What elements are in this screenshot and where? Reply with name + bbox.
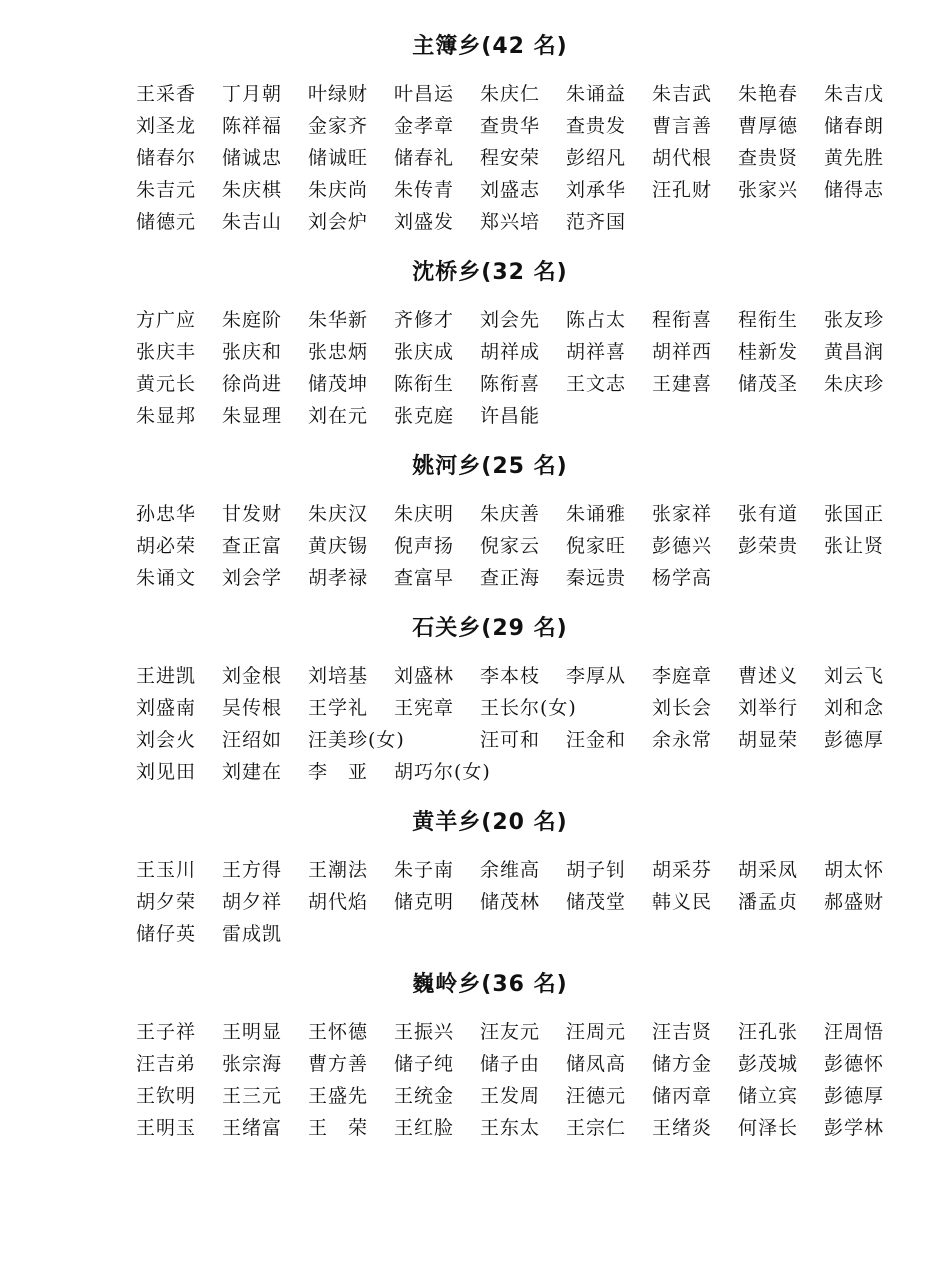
name-list xyxy=(136,78,950,238)
person-name: 彭绍凡 xyxy=(566,147,627,169)
person-name: 王方得 xyxy=(222,859,283,881)
person-name: 储春礼 xyxy=(394,147,455,169)
person-name: 范齐国 xyxy=(566,211,627,233)
person-name: 张庆成 xyxy=(394,341,455,363)
person-name: 王采香 xyxy=(136,83,197,105)
person-name: 朱诵雅 xyxy=(566,503,627,525)
person-name: 朱庆汉 xyxy=(308,503,369,525)
person-name: 刘建在 xyxy=(222,761,283,783)
person-name: 王东太 xyxy=(480,1117,541,1139)
person-name: 张家兴 xyxy=(738,179,799,201)
person-name: 储立宾 xyxy=(738,1085,799,1107)
person-name: 储子由 xyxy=(480,1053,541,1075)
person-name: 倪家云 xyxy=(480,535,541,557)
person-name: 储茂坤 xyxy=(308,373,369,395)
section-title: 石关乡(29 名) xyxy=(412,616,568,641)
name-list xyxy=(136,854,950,950)
person-name: 王盛先 xyxy=(308,1085,369,1107)
person-name: 李 亚 xyxy=(308,761,369,783)
person-name: 朱华新 xyxy=(308,309,369,331)
person-name: 许昌能 xyxy=(480,405,541,427)
person-name: 曹述义 xyxy=(738,665,799,687)
person-name: 张友珍 xyxy=(824,309,885,331)
person-name: 查正海 xyxy=(480,567,541,589)
person-name: 王文志 xyxy=(566,373,627,395)
section-title: 黄羊乡(20 名) xyxy=(412,810,568,835)
person-name: 胡孝禄 xyxy=(308,567,369,589)
person-name: 彭德兴 xyxy=(652,535,713,557)
person-name: 朱庭阶 xyxy=(222,309,283,331)
person-name: 王长尔(女) xyxy=(480,697,577,719)
person-name: 刘承华 xyxy=(566,179,627,201)
person-name: 黄元长 xyxy=(136,373,197,395)
person-name: 胡代根 xyxy=(652,147,713,169)
person-name: 王绪富 xyxy=(222,1117,283,1139)
person-name: 储春尔 xyxy=(136,147,197,169)
person-name: 汪孔张 xyxy=(738,1021,799,1043)
person-name: 刘举行 xyxy=(738,697,799,719)
person-name: 刘见田 xyxy=(136,761,197,783)
person-name: 丁月朝 xyxy=(222,83,283,105)
person-name: 程衔喜 xyxy=(652,309,713,331)
person-name: 王建喜 xyxy=(652,373,713,395)
person-name: 王振兴 xyxy=(394,1021,455,1043)
person-name: 王宗仁 xyxy=(566,1117,627,1139)
section-title: 姚河乡(25 名) xyxy=(412,454,568,479)
person-name: 张有道 xyxy=(738,503,799,525)
person-name: 汪周元 xyxy=(566,1021,627,1043)
person-name: 胡采芬 xyxy=(652,859,713,881)
person-name: 曹言善 xyxy=(652,115,713,137)
person-name: 刘盛林 xyxy=(394,665,455,687)
person-name: 彭德怀 xyxy=(824,1053,885,1075)
person-name: 余维高 xyxy=(480,859,541,881)
person-name: 胡夕祥 xyxy=(222,891,283,913)
person-name: 徐尚进 xyxy=(222,373,283,395)
person-name: 刘盛志 xyxy=(480,179,541,201)
person-name: 刘培基 xyxy=(308,665,369,687)
person-name: 方广应 xyxy=(136,309,197,331)
person-name: 王明玉 xyxy=(136,1117,197,1139)
person-name: 王 荣 xyxy=(308,1117,369,1139)
person-name: 朱诵文 xyxy=(136,567,197,589)
person-name: 储茂堂 xyxy=(566,891,627,913)
person-name: 储茂圣 xyxy=(738,373,799,395)
person-name: 储茂林 xyxy=(480,891,541,913)
person-name: 张克庭 xyxy=(394,405,455,427)
person-name: 查富早 xyxy=(394,567,455,589)
document-page xyxy=(0,30,950,1162)
person-name: 储得志 xyxy=(824,179,885,201)
person-name: 秦远贵 xyxy=(566,567,627,589)
person-name: 孙忠华 xyxy=(136,503,197,525)
person-name: 陈衔生 xyxy=(394,373,455,395)
person-name: 朱诵益 xyxy=(566,83,627,105)
person-name: 胡祥成 xyxy=(480,341,541,363)
person-name: 刘长会 xyxy=(652,697,713,719)
person-name: 朱子南 xyxy=(394,859,455,881)
person-name: 刘会火 xyxy=(136,729,197,751)
person-name: 彭荣贵 xyxy=(738,535,799,557)
person-name: 金孝章 xyxy=(394,115,455,137)
person-name: 彭德厚 xyxy=(824,729,885,751)
person-name: 王绪炎 xyxy=(652,1117,713,1139)
person-name: 黄昌润 xyxy=(824,341,885,363)
person-name: 胡必荣 xyxy=(136,535,197,557)
person-name: 朱庆善 xyxy=(480,503,541,525)
person-name: 郑兴培 xyxy=(480,211,541,233)
person-name: 郝盛财 xyxy=(824,891,885,913)
person-name: 王子祥 xyxy=(136,1021,197,1043)
person-name: 黄先胜 xyxy=(824,147,885,169)
person-name: 储诚旺 xyxy=(308,147,369,169)
person-name: 储丙章 xyxy=(652,1085,713,1107)
person-name: 储子纯 xyxy=(394,1053,455,1075)
person-name: 朱吉戊 xyxy=(824,83,885,105)
person-name: 刘会炉 xyxy=(308,211,369,233)
person-name: 朱庆棋 xyxy=(222,179,283,201)
person-name: 汪孔财 xyxy=(652,179,713,201)
person-name: 陈祥福 xyxy=(222,115,283,137)
person-name: 王进凯 xyxy=(136,665,197,687)
person-name: 刘盛南 xyxy=(136,697,197,719)
person-name: 齐修才 xyxy=(394,309,455,331)
person-name: 杨学高 xyxy=(652,567,713,589)
person-name: 彭德厚 xyxy=(824,1085,885,1107)
person-name: 汪美珍(女) xyxy=(308,729,405,751)
person-name: 张家祥 xyxy=(652,503,713,525)
person-name: 倪家旺 xyxy=(566,535,627,557)
person-name: 张庆丰 xyxy=(136,341,197,363)
person-name: 叶昌运 xyxy=(394,83,455,105)
person-name: 彭茂城 xyxy=(738,1053,799,1075)
person-name: 王学礼 xyxy=(308,697,369,719)
person-name: 储方金 xyxy=(652,1053,713,1075)
person-name: 黄庆锡 xyxy=(308,535,369,557)
section-title: 巍岭乡(36 名) xyxy=(412,972,568,997)
person-name: 胡显荣 xyxy=(738,729,799,751)
person-name: 汪吉弟 xyxy=(136,1053,197,1075)
person-name: 倪声扬 xyxy=(394,535,455,557)
person-name: 何泽长 xyxy=(738,1117,799,1139)
person-name: 李本枝 xyxy=(480,665,541,687)
person-name: 储春朗 xyxy=(824,115,885,137)
person-name: 王统金 xyxy=(394,1085,455,1107)
person-name: 胡祥西 xyxy=(652,341,713,363)
person-name: 甘发财 xyxy=(222,503,283,525)
person-name: 朱吉山 xyxy=(222,211,283,233)
person-name: 胡代焰 xyxy=(308,891,369,913)
person-name: 汪德元 xyxy=(566,1085,627,1107)
person-name: 王潮法 xyxy=(308,859,369,881)
person-name: 汪可和 xyxy=(480,729,541,751)
person-name: 查贵发 xyxy=(566,115,627,137)
person-name: 胡子钊 xyxy=(566,859,627,881)
person-name: 张让贤 xyxy=(824,535,885,557)
person-name: 朱显邦 xyxy=(136,405,197,427)
person-name: 汪金和 xyxy=(566,729,627,751)
person-name: 朱吉武 xyxy=(652,83,713,105)
person-name: 刘会先 xyxy=(480,309,541,331)
person-name: 王怀德 xyxy=(308,1021,369,1043)
person-name: 刘金根 xyxy=(222,665,283,687)
person-name: 汪友元 xyxy=(480,1021,541,1043)
person-name: 张国正 xyxy=(824,503,885,525)
person-name: 储克明 xyxy=(394,891,455,913)
person-name: 雷成凯 xyxy=(222,923,283,945)
person-name: 胡采凤 xyxy=(738,859,799,881)
person-name: 朱庆尚 xyxy=(308,179,369,201)
person-name: 陈衔喜 xyxy=(480,373,541,395)
person-name: 胡巧尔(女) xyxy=(394,761,491,783)
name-list xyxy=(136,498,950,594)
person-name: 朱庆珍 xyxy=(824,373,885,395)
name-list xyxy=(136,660,950,788)
person-name: 汪周悟 xyxy=(824,1021,885,1043)
person-name: 曹方善 xyxy=(308,1053,369,1075)
person-name: 张忠炳 xyxy=(308,341,369,363)
person-name: 查正富 xyxy=(222,535,283,557)
person-name: 潘孟贞 xyxy=(738,891,799,913)
person-name: 王发周 xyxy=(480,1085,541,1107)
person-name: 储诚忠 xyxy=(222,147,283,169)
person-name: 刘会学 xyxy=(222,567,283,589)
person-name: 王玉川 xyxy=(136,859,197,881)
person-name: 王宪章 xyxy=(394,697,455,719)
person-name: 朱艳春 xyxy=(738,83,799,105)
person-name: 朱显理 xyxy=(222,405,283,427)
person-name: 曹厚德 xyxy=(738,115,799,137)
person-name: 朱庆明 xyxy=(394,503,455,525)
person-name: 刘在元 xyxy=(308,405,369,427)
person-name: 金家齐 xyxy=(308,115,369,137)
person-name: 刘圣龙 xyxy=(136,115,197,137)
person-name: 胡夕荣 xyxy=(136,891,197,913)
person-name: 朱传青 xyxy=(394,179,455,201)
person-name: 彭学林 xyxy=(824,1117,885,1139)
person-name: 胡祥喜 xyxy=(566,341,627,363)
person-name: 储德元 xyxy=(136,211,197,233)
person-name: 汪吉贤 xyxy=(652,1021,713,1043)
person-name: 韩义民 xyxy=(652,891,713,913)
person-name: 程安荣 xyxy=(480,147,541,169)
person-name: 刘和念 xyxy=(824,697,885,719)
person-name: 刘盛发 xyxy=(394,211,455,233)
person-name: 胡太怀 xyxy=(824,859,885,881)
section-title: 主簿乡(42 名) xyxy=(412,34,568,59)
person-name: 叶绿财 xyxy=(308,83,369,105)
person-name: 刘云飞 xyxy=(824,665,885,687)
person-name: 王三元 xyxy=(222,1085,283,1107)
person-name: 王明显 xyxy=(222,1021,283,1043)
person-name: 程衔生 xyxy=(738,309,799,331)
person-name: 查贵贤 xyxy=(738,147,799,169)
person-name: 王钦明 xyxy=(136,1085,197,1107)
person-name: 李庭章 xyxy=(652,665,713,687)
person-name: 朱庆仁 xyxy=(480,83,541,105)
person-name: 王红脸 xyxy=(394,1117,455,1139)
person-name: 储仔英 xyxy=(136,923,197,945)
person-name: 张宗海 xyxy=(222,1053,283,1075)
person-name: 张庆和 xyxy=(222,341,283,363)
person-name: 陈占太 xyxy=(566,309,627,331)
person-name: 桂新发 xyxy=(738,341,799,363)
person-name: 朱吉元 xyxy=(136,179,197,201)
person-name: 吴传根 xyxy=(222,697,283,719)
section-title: 沈桥乡(32 名) xyxy=(412,260,568,285)
person-name: 查贵华 xyxy=(480,115,541,137)
name-list xyxy=(136,1016,950,1144)
person-name: 余永常 xyxy=(652,729,713,751)
person-name: 储凤高 xyxy=(566,1053,627,1075)
person-name: 李厚从 xyxy=(566,665,627,687)
person-name: 汪绍如 xyxy=(222,729,283,751)
name-list xyxy=(136,304,950,432)
